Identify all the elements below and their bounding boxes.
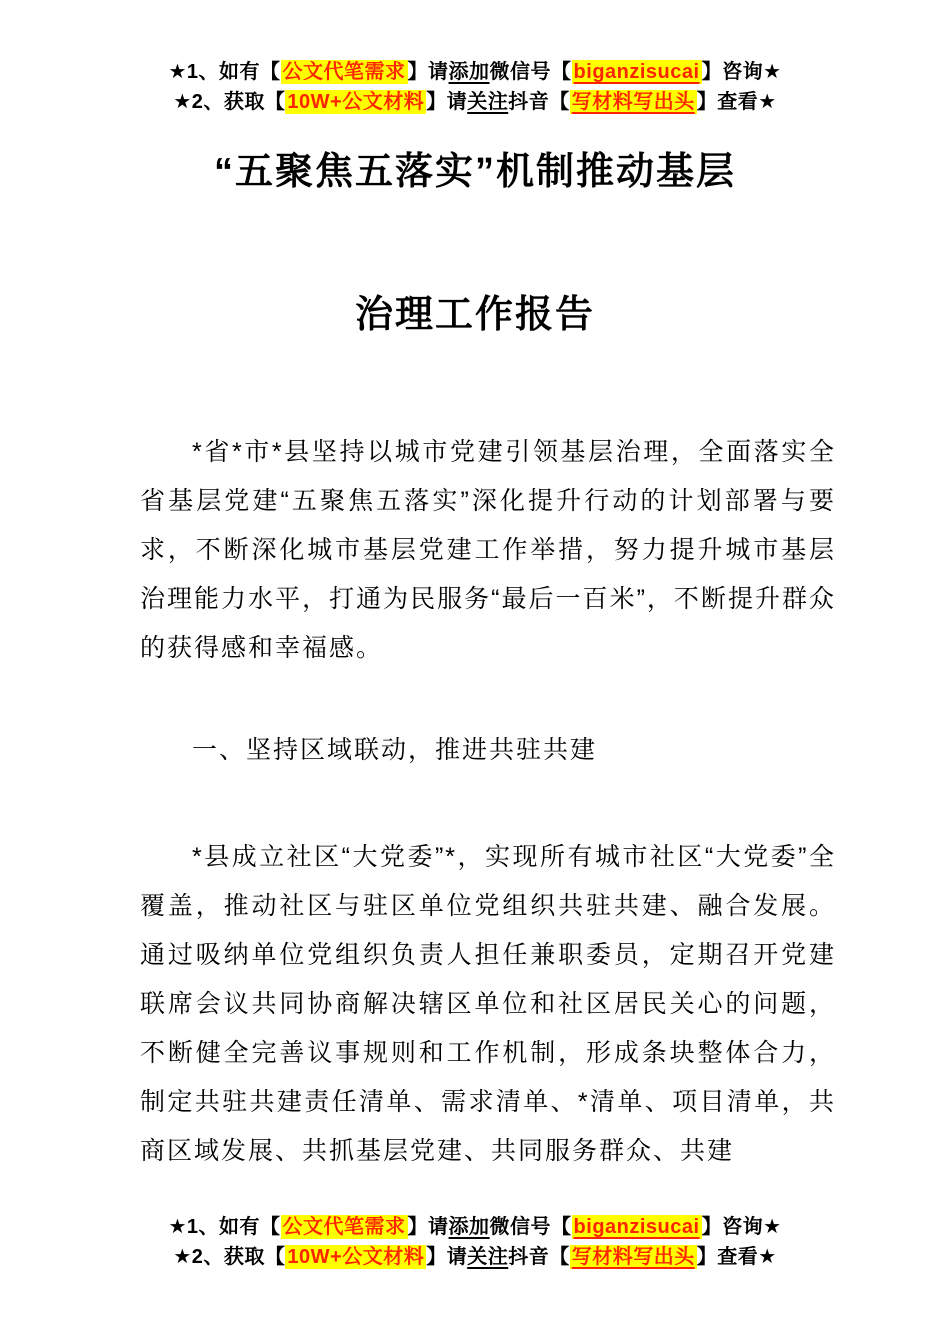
paragraph-section-1: *县成立社区“大党委”*，实现所有城市社区“大党委”全覆盖，推动社区与驻区单位党组织共驻共建、融合发展。通过吸纳单位党组织负责人担任兼职委员，定期召开党建联席会议共同协商解决辖区单位和社区居民关心的问题，不断健全完善议事规则和工作机制，形成条块整体合力，制定共驻共建责任清单、需求清单、*清单、项目清单，共商区域发展、共抓基层党建、共同服务群众、共建 (140, 843, 836, 1165)
banner-segment: biganzisucai (573, 61, 700, 83)
banner-segment: 微信号【 (489, 1216, 572, 1238)
banner-segment: ★1、如有【 (168, 1216, 281, 1238)
banner-segment: 】查看★ (696, 1246, 777, 1268)
document-title-line-2: 治理工作报告 (354, 294, 595, 336)
promo-banner-bottom (0, 1212, 950, 1272)
banner-segment: 关注 (467, 1246, 509, 1268)
banner-segment: 添加 (448, 61, 490, 83)
banner-segment: 】请 (407, 61, 449, 83)
banner-segment: 】咨询★ (701, 61, 782, 83)
banner-segment: 写材料写出头 (571, 1246, 695, 1268)
banner-segment: 】咨询★ (701, 1216, 782, 1238)
banner-segment: ★2、获取【 (173, 91, 286, 113)
banner-segment: 抖音【 (508, 91, 570, 113)
banner-segment: 10W+公文材料 (287, 1246, 425, 1268)
banner-segment: 】查看★ (696, 91, 777, 113)
banner-segment: 公文代笔需求 (282, 1216, 406, 1238)
document-body (140, 428, 836, 1176)
banner-segment: 10W+公文材料 (287, 91, 425, 113)
banner-segment: 】请 (407, 1216, 449, 1238)
banner-segment: 写材料写出头 (571, 91, 695, 113)
promo-banner-line-1 (0, 1212, 950, 1242)
promo-banner-line-2 (0, 1242, 950, 1272)
banner-segment: 添加 (448, 1216, 490, 1238)
banner-segment: ★1、如有【 (168, 61, 281, 83)
banner-segment: 抖音【 (508, 1246, 570, 1268)
promo-banner-top (0, 0, 950, 117)
banner-segment: biganzisucai (573, 1216, 700, 1238)
promo-banner-line-2 (0, 87, 950, 117)
promo-banner-line-1 (0, 57, 950, 87)
banner-segment: 公文代笔需求 (282, 61, 406, 83)
banner-segment: 】请 (426, 1246, 468, 1268)
banner-segment: 】请 (426, 91, 468, 113)
banner-segment: 关注 (467, 91, 509, 113)
document-title-line-1: “五聚焦五落实”机制推动基层 (213, 151, 736, 193)
banner-segment: ★2、获取【 (173, 1246, 286, 1268)
banner-segment: 微信号【 (489, 61, 572, 83)
section-heading-1: 一、坚持区域联动，推进共驻共建 (192, 736, 598, 764)
paragraph-intro: *省*市*县坚持以城市党建引领基层治理，全面落实全省基层党建“五聚焦五落实”深化提升行动的计划部署与要求，不断深化城市基层党建工作举措，努力提升城市基层治理能力水平，打通为民服务“最后一百米”，不断提升群众的获得感和幸福感。 (140, 438, 836, 662)
